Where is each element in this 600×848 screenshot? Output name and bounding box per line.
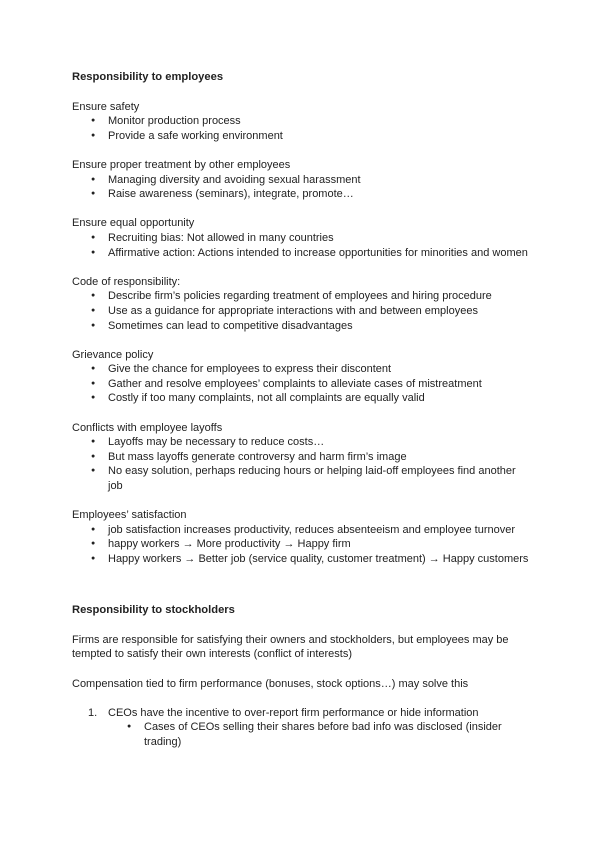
list-item: ● Sometimes can lead to competitive disadvantages xyxy=(108,319,532,334)
section-heading-stockholders: Responsibility to stockholders xyxy=(72,604,235,617)
group-grievance-policy xyxy=(72,348,532,406)
group-employee-satisfaction xyxy=(72,508,532,566)
list-item: ● Give the chance for employees to express their discontent xyxy=(108,362,532,377)
list-item: ● Layoffs may be necessary to reduce costs… xyxy=(108,435,532,450)
bullet-list xyxy=(72,523,532,567)
document-content xyxy=(72,70,532,750)
bullet-list xyxy=(72,289,532,333)
bullet-list xyxy=(72,114,532,143)
list-item: ● job satisfaction increases productivity, reduces absenteeism and employee turnover xyxy=(108,523,532,538)
group-equal-opportunity xyxy=(72,216,532,260)
bullet-list xyxy=(72,173,532,202)
list-item: ● Gather and resolve employees’ complaints to alleviate cases of mistreatment xyxy=(108,377,532,392)
list-item: ● Affirmative action: Actions intended to increase opportunities for minorities and women xyxy=(108,246,532,261)
group-ensure-safety xyxy=(72,100,532,144)
group-title: Grievance policy xyxy=(72,348,154,361)
bullet-list xyxy=(72,362,532,406)
numbered-item xyxy=(88,706,532,750)
bullet-list xyxy=(72,231,532,260)
list-item: ● But mass layoffs generate controversy and harm firm’s image xyxy=(108,450,532,465)
list-item: ● Raise awareness (seminars), integrate, promote… xyxy=(108,187,532,202)
numbered-list xyxy=(72,706,532,750)
group-title: Conflicts with employee layoffs xyxy=(72,421,223,434)
list-item: ● Provide a safe working environment xyxy=(108,129,532,144)
list-item: ● Cases of CEOs selling their shares before bad info was disclosed (insider trading) xyxy=(144,720,532,749)
group-title: Ensure proper treatment by other employees xyxy=(72,158,291,171)
list-item: ● Describe firm’s policies regarding treatment of employees and hiring procedure xyxy=(108,289,532,304)
bullet-list xyxy=(72,435,532,493)
group-title: Employees’ satisfaction xyxy=(72,509,187,522)
bullet-list xyxy=(108,720,532,749)
list-item: ● Costly if too many complaints, not all complaints are equally valid xyxy=(108,391,532,406)
item-number: 1. xyxy=(88,706,98,719)
paragraph: Firms are responsible for satisfying their owners and stockholders, but employees may be tempted to satisfy their own interests (conflict of interests) xyxy=(72,633,509,661)
paragraph: Compensation tied to firm performance (bonuses, stock options…) may solve this xyxy=(72,677,469,690)
group-title: Ensure safety xyxy=(72,100,140,113)
group-code-of-responsibility xyxy=(72,275,532,333)
group-layoffs xyxy=(72,421,532,494)
list-item: ● Monitor production process xyxy=(108,114,532,129)
section-heading-employees: Responsibility to employees xyxy=(72,71,224,83)
list-item: ● Use as a guidance for appropriate interactions with and between employees xyxy=(108,304,532,319)
group-title: Code of responsibility: xyxy=(72,275,181,288)
list-item: ● Happy workers → Better job (service quality, customer treatment) → Happy customers xyxy=(108,552,532,567)
list-item: ● Recruiting bias: Not allowed in many countries xyxy=(108,231,532,246)
list-item: ● Managing diversity and avoiding sexual harassment xyxy=(108,173,532,188)
item-text: CEOs have the incentive to over-report firm performance or hide information xyxy=(108,706,479,719)
group-proper-treatment xyxy=(72,158,532,202)
list-item: ● happy workers → More productivity → Happy firm xyxy=(108,537,532,552)
list-item: ● No easy solution, perhaps reducing hours or helping laid-off employees find another job xyxy=(108,464,532,493)
group-title: Ensure equal opportunity xyxy=(72,217,195,230)
